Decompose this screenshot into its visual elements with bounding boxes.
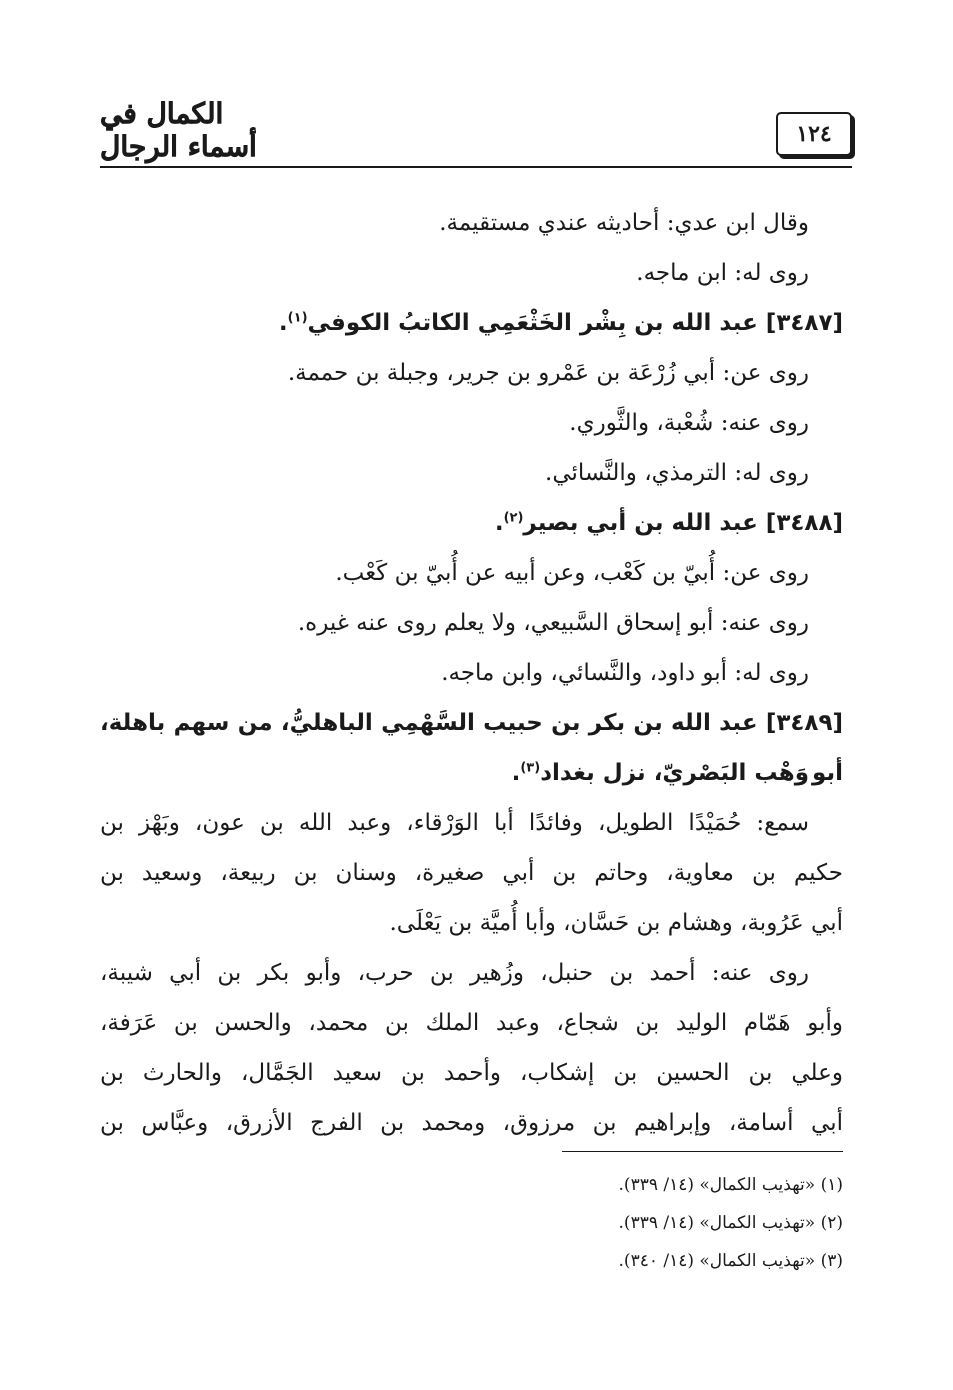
footnote-3: (٣) «تهذيب الكمال» (١٤/ ٣٤٠). <box>618 1251 843 1271</box>
text-line: روى عنه: شُعْبة، والثَّوري. <box>569 410 809 436</box>
footnotes <box>100 1166 843 1280</box>
text-line: حكيم بن معاوية، وحاتم بن أبي صغيرة، وسنان بن ربيعة، وسعيد بن <box>100 860 843 886</box>
entry-title: [٣٤٨٧] عبد الله بن بِشْر الخَثْعَمِي الكاتبُ الكوفي <box>307 310 843 336</box>
main-text <box>100 198 843 1148</box>
text-line: وقال ابن عدي: أحاديثه عندي مستقيمة. <box>439 210 809 236</box>
footnote-ref: (٣) <box>520 760 541 776</box>
entry-heading-3487: [٣٤٨٧] عبد الله بن بِشْر الخَثْعَمِي الكاتبُ الكوفي$^{(١)}$. <box>278 310 843 336</box>
footnote-2: (٢) «تهذيب الكمال» (١٤/ ٣٣٩). <box>618 1213 843 1233</box>
footnote-ref: (١) <box>287 310 308 326</box>
entry-heading-3489: [٣٤٨٩] عبد الله بن بكر بن حبيب السَّهْمِي الباهليُّ، من سهم باهلة، أبو <box>100 710 843 786</box>
text-line: سمع: حُمَيْدًا الطويل، وفائدًا أبا الوَرْقاء، وعبد الله بن عون، وبَهْز بن <box>100 810 809 836</box>
footnote-ref: (٢) <box>503 510 524 526</box>
text-line: روى له: ابن ماجه. <box>636 260 809 286</box>
entry-heading-3488: [٣٤٨٨] عبد الله بن أبي بصير$^{(٢)}$. <box>494 510 843 536</box>
text-line: وعلي بن الحسين بن إشكاب، وأحمد بن سعيد الجَمَّال، والحارث بن <box>100 1060 843 1086</box>
footnote-divider <box>562 1151 843 1152</box>
text-line: روى له: الترمذي، والنَّسائي. <box>545 460 809 486</box>
text-line: وأبو هَمّام الوليد بن شجاع، وعبد الملك بن محمد، والحسن بن عَرَفة، <box>100 1010 843 1036</box>
entry-heading-3489-cont: وَهْب البَصْريّ، نزل بغداد$^{(٣)}$. <box>511 760 809 786</box>
page-header <box>100 96 852 168</box>
text-line: أبي أسامة، وإبراهيم بن مرزوق، ومحمد بن الفرج الأزرق، وعبَّاس بن <box>100 1110 843 1136</box>
page-number: ١٢٤ <box>776 112 852 156</box>
text-line: روى له: أبو داود، والنَّسائي، وابن ماجه. <box>441 660 809 686</box>
text-line: روى عن: أبي زُرْعَة بن عَمْرو بن جرير، وجبلة بن حممة. <box>287 360 809 386</box>
book-title: الكمال في أسماء الرجال <box>100 97 257 163</box>
entry-title: [٣٤٨٨] عبد الله بن أبي بصير <box>523 510 843 536</box>
text-line: أبي عَرُوبة، وهشام بن حَسَّان، وأبا أُميَّة بن يَعْلَى. <box>389 910 843 936</box>
entry-title: وَهْب البَصْريّ، نزل بغداد <box>540 760 809 786</box>
header-rule <box>100 166 852 168</box>
text-line: روى عنه: أحمد بن حنبل، وزُهير بن حرب، وأبو بكر بن أبي شيبة، <box>100 960 809 986</box>
text-line: روى عنه: أبو إسحاق السَّبيعي، ولا يعلم روى عنه غيره. <box>297 610 809 636</box>
text-line: روى عن: أُبيّ بن كَعْب، وعن أبيه عن أُبيّ بن كَعْب. <box>335 560 809 586</box>
footnote-1: (١) «تهذيب الكمال» (١٤/ ٣٣٩). <box>618 1175 843 1195</box>
